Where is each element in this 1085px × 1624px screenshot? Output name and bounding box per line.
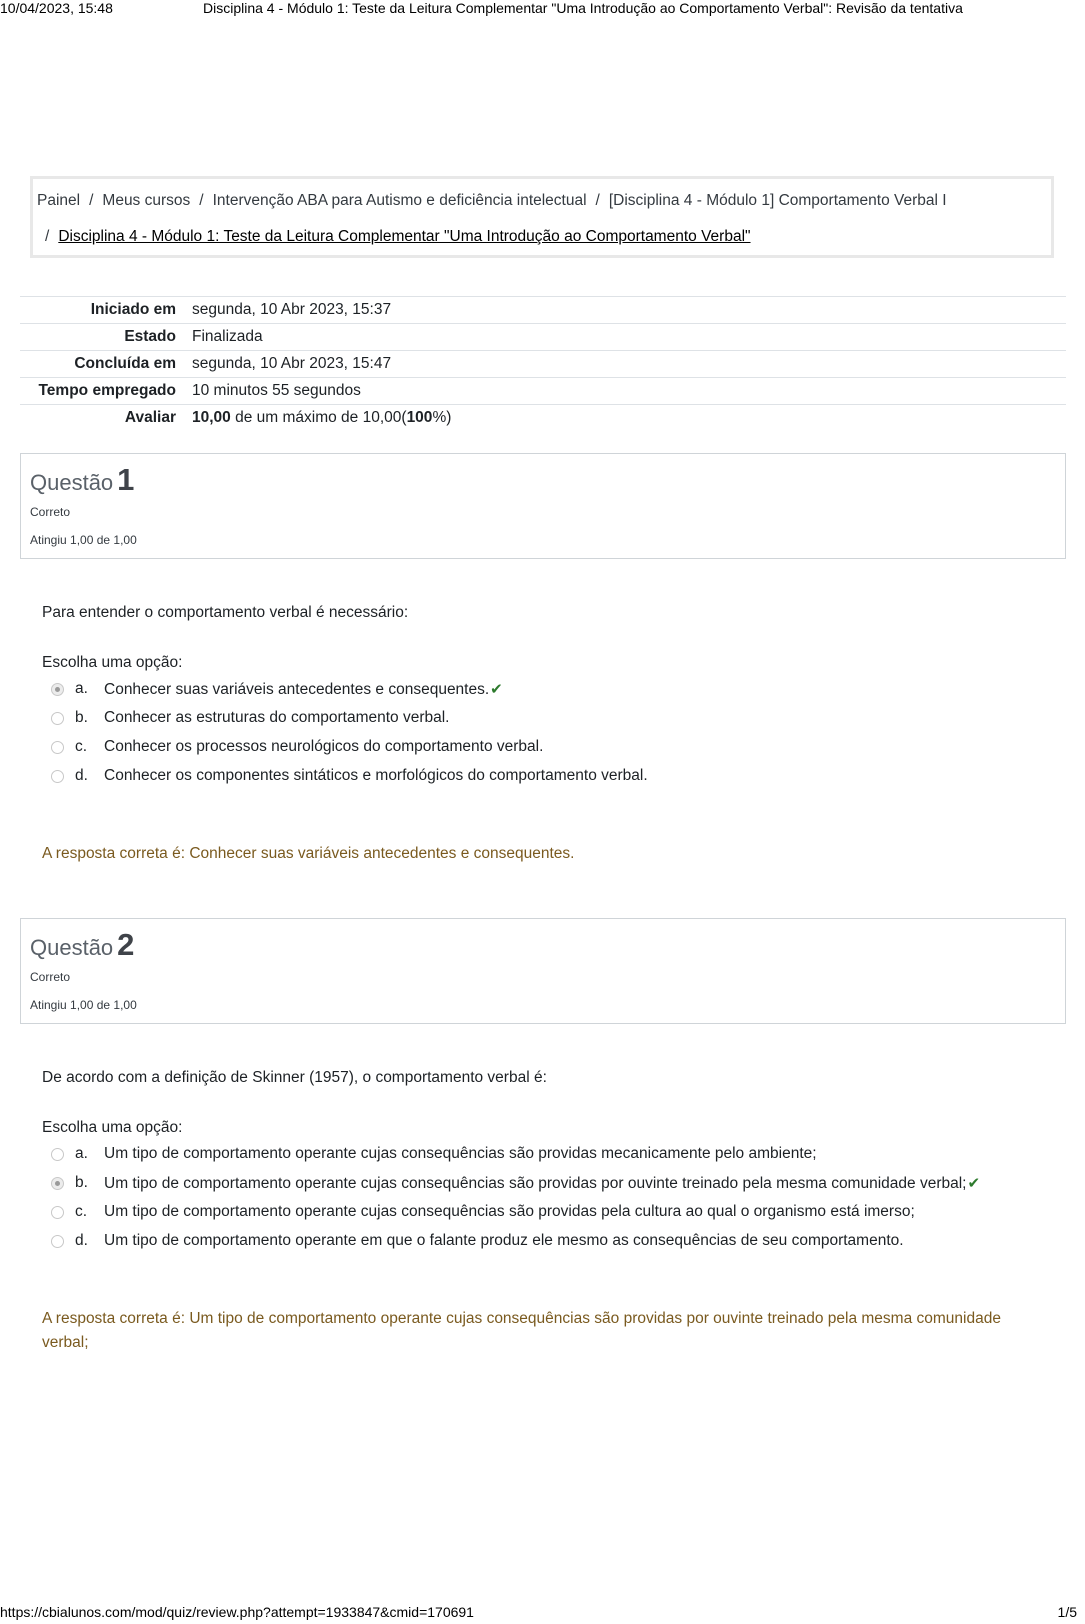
question-1-feedback: A resposta correta é: Conhecer suas variáveis antecedentes e consequentes.: [42, 845, 575, 862]
option-text: Conhecer os processos neurológicos do comportamento verbal.: [104, 738, 544, 755]
option-letter: d.: [75, 767, 88, 784]
radio-unselected[interactable]: [51, 1235, 64, 1248]
question-number-value: 2: [117, 927, 135, 962]
print-page-number: 1/5: [1057, 1604, 1077, 1620]
question-grade: Atingiu 1,00 de 1,00: [30, 533, 137, 547]
option-letter: a.: [75, 1145, 88, 1162]
summary-value: Finalizada: [192, 324, 1066, 351]
question-label: Questão: [30, 470, 114, 495]
option-letter: d.: [75, 1232, 88, 1249]
grade-score: 10,00: [192, 409, 231, 426]
print-url: https://cbialunos.com/mod/quiz/review.php?attempt=1933847&cmid=170691: [0, 1604, 474, 1620]
question-grade: Atingiu 1,00 de 1,00: [30, 998, 137, 1012]
radio-selected[interactable]: [51, 683, 64, 696]
print-date: 10/04/2023, 15:48: [0, 0, 113, 16]
breadcrumb: [30, 176, 1054, 258]
option-text: Conhecer as estruturas do comportamento verbal.: [104, 709, 450, 726]
option-text: Conhecer os componentes sintáticos e morfológicos do comportamento verbal.: [104, 767, 648, 784]
breadcrumb-painel[interactable]: Painel: [37, 192, 81, 209]
question-2-prompt: Escolha uma opção:: [42, 1119, 183, 1136]
question-state: Correto: [30, 505, 71, 519]
summary-row-state: [20, 324, 1066, 351]
attempt-summary-table: [20, 296, 1066, 431]
question-number: [30, 927, 134, 963]
option-letter: c.: [75, 1203, 88, 1220]
option-text: Um tipo de comportamento operante cujas consequências são providas pela cultura ao qual o organismo está imerso;: [104, 1203, 915, 1220]
summary-value: segunda, 10 Abr 2023, 15:37: [192, 297, 1066, 324]
summary-row-grade: [20, 405, 1066, 432]
option-text-value: Conhecer suas variáveis antecedentes e consequentes.: [104, 681, 490, 698]
breadcrumb-section[interactable]: [Disciplina 4 - Módulo 1] Comportamento Verbal I: [608, 192, 947, 209]
breadcrumb-separator: /: [45, 228, 50, 245]
breadcrumb-separator: /: [89, 192, 94, 209]
option-text-value: Um tipo de comportamento operante cujas consequências são providas por ouvinte treinado pela mesma comunidade verbal;: [104, 1175, 967, 1192]
option-letter: a.: [75, 680, 88, 697]
question-1-info: [20, 453, 1066, 559]
question-2-text: De acordo com a definição de Skinner (1957), o comportamento verbal é:: [42, 1069, 547, 1086]
question-1-text: Para entender o comportamento verbal é necessário:: [42, 604, 409, 621]
grade-middle: de um máximo de 10,00(: [230, 409, 407, 426]
summary-row-time-taken: [20, 378, 1066, 405]
summary-value: 10 minutos 55 segundos: [192, 378, 1066, 405]
option-text: Um tipo de comportamento operante em que o falante produz ele mesmo as consequências de seu comportamento.: [104, 1232, 904, 1249]
question-label: Questão: [30, 935, 114, 960]
question-number: [30, 462, 134, 498]
breadcrumb-separator: /: [199, 192, 204, 209]
summary-value: segunda, 10 Abr 2023, 15:47: [192, 351, 1066, 378]
breadcrumb-current-quiz[interactable]: Disciplina 4 - Módulo 1: Teste da Leitura Complementar "Uma Introdução ao Comportamento Verbal": [58, 228, 751, 245]
summary-label: Concluída em: [20, 351, 192, 378]
print-title: Disciplina 4 - Módulo 1: Teste da Leitura Complementar "Uma Introdução ao Comportamento Verbal": Revisão da tentativa: [203, 0, 963, 16]
summary-label: Iniciado em: [20, 297, 192, 324]
summary-row-started: [20, 297, 1066, 324]
breadcrumb-course[interactable]: Intervenção ABA para Autismo e deficiência intelectual: [212, 192, 587, 209]
option-letter: b.: [75, 1174, 88, 1191]
option-text: [104, 1174, 980, 1193]
summary-label: Tempo empregado: [20, 378, 192, 405]
check-icon: ✔: [490, 681, 503, 698]
question-2-feedback: A resposta correta é: Um tipo de comportamento operante cujas consequências são providas por ouvinte treinado pela mesma comunidade verbal;: [42, 1310, 1001, 1351]
grade-value: [192, 405, 1066, 432]
radio-selected[interactable]: [51, 1177, 64, 1190]
option-letter: b.: [75, 709, 88, 726]
summary-label: Avaliar: [20, 405, 192, 432]
radio-unselected[interactable]: [51, 770, 64, 783]
breadcrumb-meus-cursos[interactable]: Meus cursos: [102, 192, 191, 209]
grade-percent: 100: [406, 409, 433, 426]
print-footer: [0, 1604, 1085, 1622]
option-text: Um tipo de comportamento operante cujas consequências são providas mecanicamente pelo ambiente;: [104, 1145, 817, 1162]
radio-unselected[interactable]: [51, 1206, 64, 1219]
question-number-value: 1: [117, 462, 135, 497]
breadcrumb-separator: /: [595, 192, 600, 209]
option-text: [104, 680, 503, 699]
option-letter: c.: [75, 738, 88, 755]
radio-unselected[interactable]: [51, 712, 64, 725]
radio-unselected[interactable]: [51, 1148, 64, 1161]
summary-label: Estado: [20, 324, 192, 351]
grade-end: %): [432, 409, 452, 426]
summary-row-completed: [20, 351, 1066, 378]
question-2-info: [20, 918, 1066, 1024]
radio-unselected[interactable]: [51, 741, 64, 754]
check-icon: ✔: [967, 1175, 981, 1192]
print-header: [0, 0, 1085, 18]
question-1-prompt: Escolha uma opção:: [42, 654, 183, 671]
question-state: Correto: [30, 970, 71, 984]
